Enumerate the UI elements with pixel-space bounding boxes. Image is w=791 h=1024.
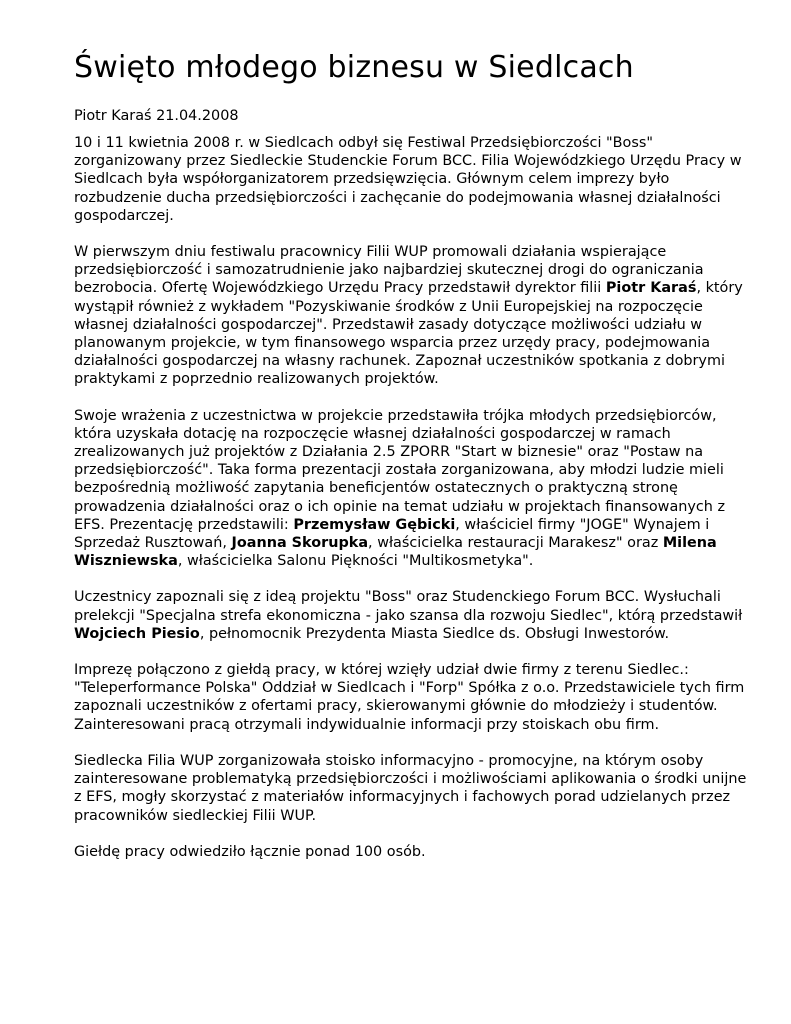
person-name-piotr-karas: Piotr Karaś [605,280,697,297]
paragraph-3-text-d: , właścicielka Salonu Piękności "Multikosmetyka". [177,553,534,570]
paragraph-4-text-a: Uczestnicy zapoznali się z ideą projektu "Boss" oraz Studenckiego Forum BCC. Wysłuchali prelekcji "Specjalna strefa ekonomiczna - jako szansa dla rozwoju Siedlec", którą przedstawił [74,589,743,624]
paragraph-2-text-a: W pierwszym dniu festiwalu pracownicy Filii WUP promowali działania wspierające przedsiębiorczość i samozatrudnienie jako najbardziej skutecznej drogi do ograniczania bezrobocia. Ofertę Wojewódzkiego Urzędu Pracy przedstawił dyrektor filii [74,244,704,297]
article-title: Święto młodego biznesu w Siedlcach [74,50,634,85]
paragraph-3-text-c: , właścicielka restauracji Marakesz" oraz [368,535,663,552]
paragraph-3-text-a: Swoje wrażenia z uczestnictwa w projekcie przedstawiła trójka młodych przedsiębiorców, która uzyskała dotację na rozpoczęcie własnej działalności gospodarczej w ramach zrealizowanych już projektów z Działania 2.5 ZPORR "Start w biznesie" oraz "Postaw na przedsiębiorczość". Taka forma prezentacji została zorganizowana, aby młodzi ludzie mieli bezpośrednią możliwość zapytania beneficjentów ostatecznych o praktyczną stronę prowadzenia działalności oraz o ich opinie na temat udziału w projektach finansowanych z EFS. Prezentację przedstawili: [74,407,726,533]
paragraph-4 [74,588,758,643]
paragraph-2 [74,243,758,389]
paragraph-2-text-b: , który wystąpił również z wykładem "Pozyskiwanie środków z Unii Europejskiej na rozpoczęcie własnej działalności gospodarczej". Przedstawił zasady dotyczące możliwości udziału w planowanym projekcie, w tym finansowego wsparcia przez urzędy pracy, podejmowania działalności gospodarczej na własny rachunek. Zapoznał uczestników spotkania z dobrymi praktykami z poprzednio realizowanych projektów. [74,280,743,388]
paragraph-6: Siedlecka Filia WUP zorganizowała stoisko informacyjno - promocyjne, na którym osoby zainteresowane problematyką przedsiębiorczości i możliwościami aplikowania o środki unijne z EFS, mogły skorzystać z materiałów informacyjnych i fachowych porad udzielanych przez pracowników siedleckiej Filii WUP. [74,752,747,824]
paragraph-1: 10 i 11 kwietnia 2008 r. w Siedlcach odbył się Festiwal Przedsiębiorczości "Boss" zorganizowany przez Siedleckie Studenckie Forum BCC. Filia Wojewódzkiego Urzędu Pracy w Siedlcach była współorganizatorem przedsięwzięcia. Głównym celem imprezy było rozbudzenie ducha przedsiębiorczości i zachęcanie do podejmowania własnej działalności gospodarczej. [74,135,742,224]
paragraph-5: Imprezę połączono z giełdą pracy, w której wzięły udział dwie firmy z terenu Siedlec.: "Teleperformance Polska" Oddział w Siedlcach i "Forp" Spółka z o.o. Przedstawiciele tych firm zapoznali uczestników z ofertami pracy, skierowanymi głównie do młodzieży i studentów. Zainteresowani pracą otrzymali indywidualnie informacji przy stoiskach obu firm. [74,662,745,733]
paragraph-4-text-b: , pełnomocnik Prezydenta Miasta Siedlce ds. Obsługi Inwestorów. [199,625,670,642]
person-name-joanna-skorupka: Joanna Skorupka [231,535,369,552]
paragraph-3-text-b: , właściciel firmy "JOGE" Wynajem i Sprzedaż Rusztowań, [74,516,710,552]
paragraph-3 [74,407,758,571]
person-name-wojciech-piesio: Wojciech Piesio [74,625,200,642]
article-byline: Piotr Karaś 21.04.2008 [74,108,239,124]
person-name-milena-wiszniewska: Milena Wiszniewska [74,535,717,570]
paragraph-7: Giełdę pracy odwiedziło łącznie ponad 100 osób. [74,843,426,860]
person-name-przemyslaw-gebicki: Przemysław Gębicki [293,516,456,533]
